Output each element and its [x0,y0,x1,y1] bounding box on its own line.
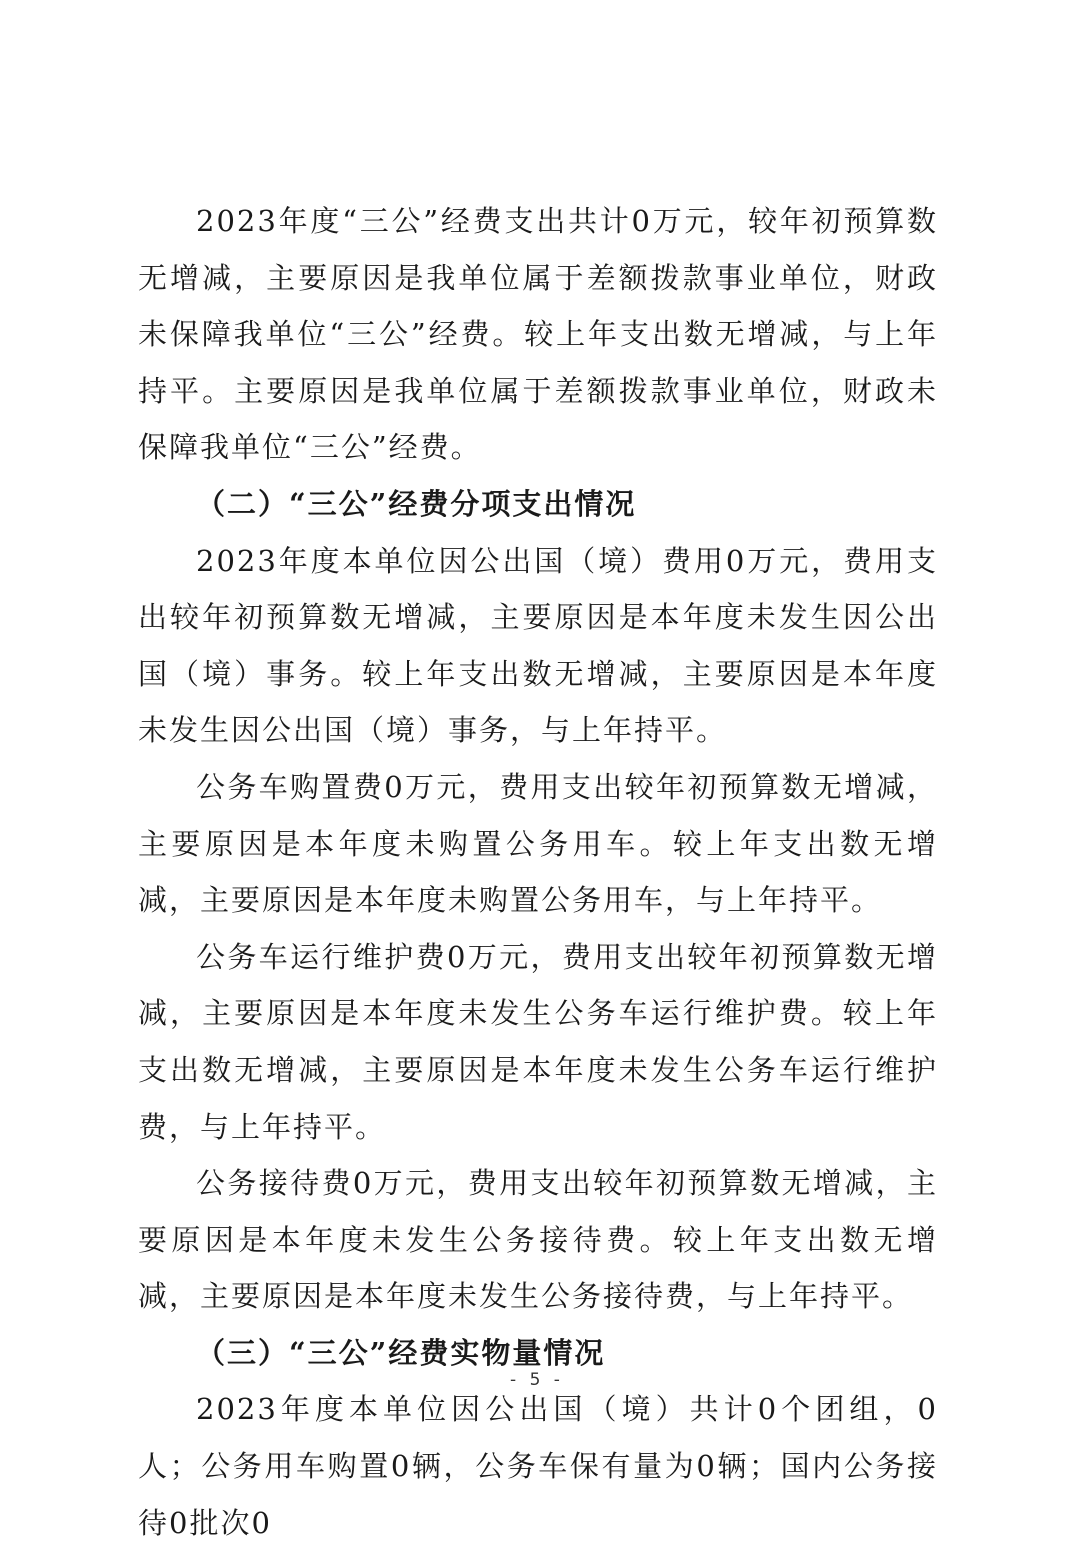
paragraph-vehicle-purchase: 公务车购置费0万元，费用支出较年初预算数无增减，主要原因是本年度未购置公务用车。较上年支出数无增减，主要原因是本年度未购置公务用车，与上年持平。 [138,769,938,918]
section-heading-itemized-expenditure: （二）“三公”经费分项支出情况 [196,486,637,521]
page-number: - 5 - [510,1370,564,1390]
paragraph-overseas-travel: 2023年度本单位因公出国（境）费用0万元，费用支出较年初预算数无增减，主要原因是本年度未发生因公出国（境）事务。较上年支出数无增减，主要原因是本年度未发生因公出国（境）事务，与上年持平。 [138,543,938,748]
paragraph-vehicle-maintenance: 公务车运行维护费0万元，费用支出较年初预算数无增减，主要原因是本年度未发生公务车运行维护费。较上年支出数无增减，主要原因是本年度未发生公务车运行维护费，与上年持平。 [138,939,938,1144]
document-body [138,193,938,1551]
paragraph-reception: 公务接待费0万元，费用支出较年初预算数无增减，主要原因是本年度未发生公务接待费。较上年支出数无增减，主要原因是本年度未发生公务接待费，与上年持平。 [138,1166,938,1314]
paragraph-physical-quantity: 2023年度本单位因公出国（境）共计0个团组，0人；公务用车购置0辆，公务车保有量为0辆；国内公务接待0批次0 [138,1392,938,1540]
paragraph-total-expenditure: 2023年度“三公”经费支出共计0万元，较年初预算数无增减，主要原因是我单位属于差额拨款事业单位，财政未保障我单位“三公”经费。较上年支出数无增减，与上年持平。主要原因是我单位属于差额拨款事业单位，财政未保障我单位“三公”经费。 [138,204,938,465]
section-heading-physical-quantity: （三）“三公”经费实物量情况 [196,1335,606,1370]
